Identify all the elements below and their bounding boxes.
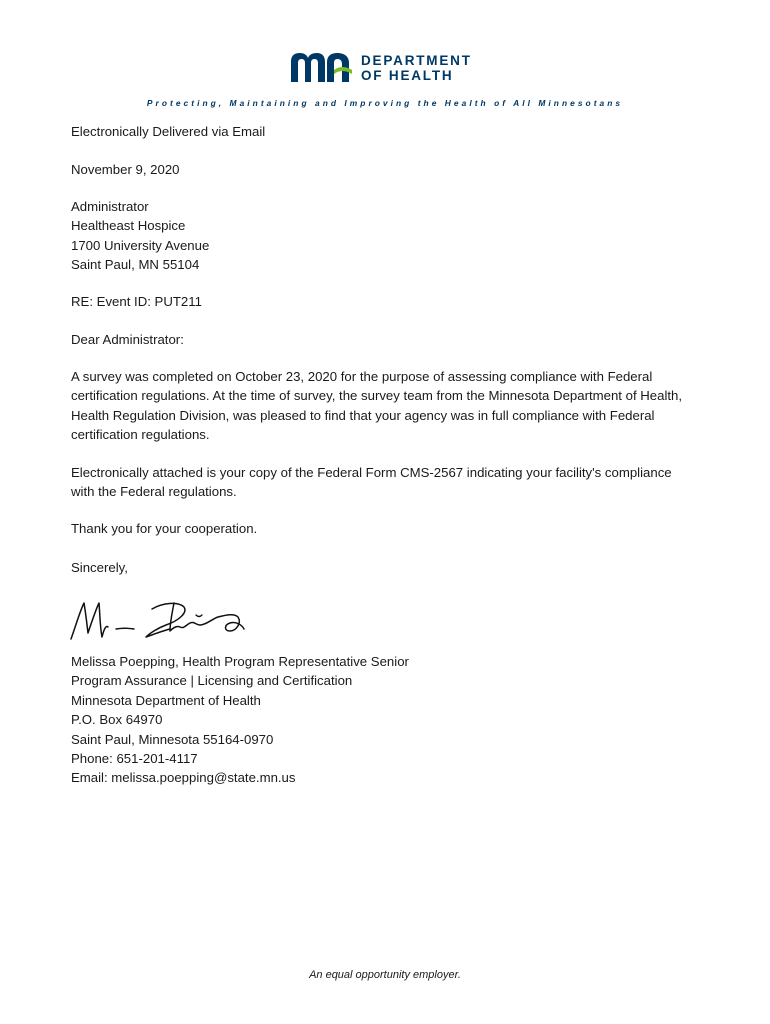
body-paragraph-1: A survey was completed on October 23, 2020 for the purpose of assessing compliance with Federal certification regulations. At the time of survey, the survey team from the Minnesota Department of Health, Health Regulation Division, was pleased to find that your agency was in full compliance with Federal certification regulations. (71, 369, 683, 443)
recipient-address (71, 197, 691, 275)
sender-po-box: P.O. Box 64970 (71, 712, 163, 728)
sender-email: Email: melissa.poepping@state.mn.us (71, 770, 296, 786)
thanks-line: Thank you for your cooperation. (71, 521, 258, 536)
sender-organization: Minnesota Department of Health (71, 692, 261, 708)
body-paragraph-2: Electronically attached is your copy of the Federal Form CMS-2567 indicating your facility's compliance with the Federal regulations. (71, 465, 672, 500)
reference-line: RE: Event ID: PUT211 (71, 294, 202, 309)
recipient-line: 1700 University Avenue (71, 237, 210, 253)
tagline: Protecting, Maintaining and Improving the Health of All Minnesotans (146, 98, 624, 108)
logo-line-department: DEPARTMENT (361, 53, 472, 68)
logo-line-of-health: OF HEALTH (361, 68, 454, 83)
sender-city: Saint Paul, Minnesota 55164-0970 (71, 731, 274, 747)
sender-phone: Phone: 651-201-4117 (71, 751, 198, 767)
recipient-line: Healtheast Hospice (71, 218, 186, 234)
sender-block (71, 652, 691, 788)
sender-name-title: Melissa Poepping, Health Program Representative Senior (71, 654, 409, 669)
footer-text: An equal opportunity employer. (309, 969, 461, 981)
letter-date: November 9, 2020 (71, 162, 180, 177)
salutation: Dear Administrator: (71, 332, 184, 347)
recipient-line: Saint Paul, MN 55104 (71, 257, 200, 273)
sender-unit: Program Assurance | Licensing and Certification (71, 673, 353, 689)
mdh-logo (289, 50, 489, 90)
delivery-note: Electronically Delivered via Email (71, 124, 266, 139)
letterhead (0, 0, 770, 115)
closing: Sincerely, (71, 560, 128, 575)
handwritten-signature (66, 595, 266, 652)
recipient-line: Administrator (71, 199, 149, 214)
mn-logo-icon (289, 50, 357, 84)
